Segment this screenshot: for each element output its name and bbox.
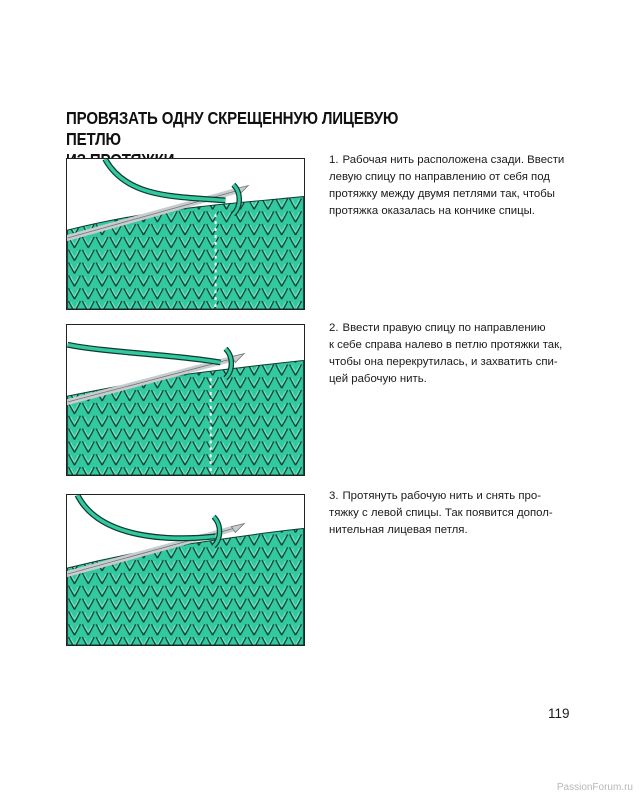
knitting-diagram-2 <box>67 325 304 475</box>
step-1-line-1: 1. Рабочая нить расположена сзади. Ввести <box>329 154 565 166</box>
title-line-1: ПРОВЯЗАТЬ ОДНУ СКРЕЩЕННУЮ ЛИЦЕВУЮ ПЕТЛЮ <box>66 108 399 149</box>
step-1-description <box>329 152 574 220</box>
step-2-illustration <box>66 324 305 476</box>
page-number: 119 <box>548 706 570 721</box>
step-1-number: 1. <box>329 154 339 166</box>
step-3-line-2: тяжку с левой спицы. Так появится допол- <box>329 507 553 519</box>
step-3-number: 3. <box>329 490 339 502</box>
step-1-line-2: левую спицу по направлению от себя под <box>329 171 550 183</box>
step-1-illustration <box>66 158 305 310</box>
step-2-description <box>329 320 574 388</box>
step-1-line-4: протяжка оказалась на кончике спицы. <box>329 205 535 217</box>
step-3-line-3: нительная лицевая петля. <box>329 524 468 536</box>
step-2-line-1: 2. Ввести правую спицу по направлению <box>329 322 546 334</box>
step-2-line-4: цей рабочую нить. <box>329 373 427 385</box>
watermark: PassionForum.ru <box>556 782 633 793</box>
knitting-diagram-3 <box>67 495 304 645</box>
step-2-line-3: чтобы она перекрутилась, и захватить спи- <box>329 356 558 368</box>
step-1-line-3: протяжку между двумя петлями так, чтобы <box>329 188 555 200</box>
step-2-line-2: к себе справа налево в петлю протяжки так, <box>329 339 563 351</box>
knitting-diagram-1 <box>67 159 304 309</box>
step-2-number: 2. <box>329 322 339 334</box>
step-3-line-1: 3. Протянуть рабочую нить и снять про- <box>329 490 542 502</box>
step-3-description <box>329 488 574 539</box>
step-3-illustration <box>66 494 305 646</box>
